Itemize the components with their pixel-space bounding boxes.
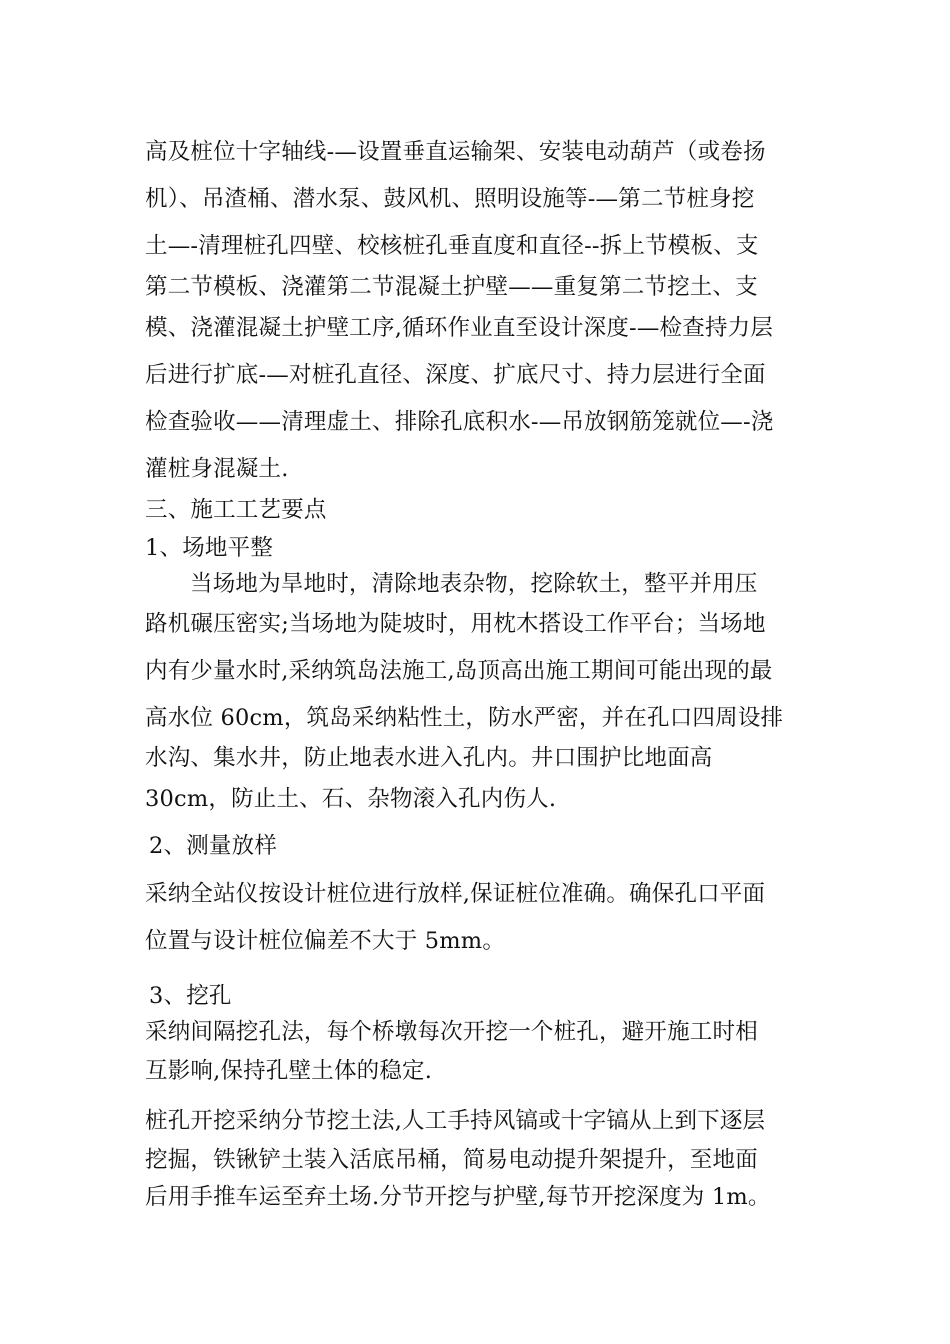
text-line: 桩孔开挖采纳分节挖土法,人工手持风镐或十字镐从上到下逐层 [145,1108,766,1134]
text-line: 当场地为旱地时，清除地表杂物，挖除软土，整平并用压 [190,571,758,597]
text-line: 采纳间隔挖孔法，每个桥墩每次开挖一个桩孔，避开施工时相 [145,1019,758,1045]
text-line: 采纳全站仪按设计桩位进行放样,保证桩位准确。确保孔口平面 [145,881,766,907]
text-line: 位置与设计桩位偏差不大于 5mm。 [145,928,506,954]
subsection-heading: 2、测量放样 [149,833,278,859]
text-line: 检查验收——清理虚土、排除孔底积水-—吊放钢筋笼就位—-浇 [145,409,774,435]
subsection-heading: 1、场地平整 [145,535,274,561]
section-heading: 三、施工工艺要点 [145,497,327,523]
text-line: 土—-清理桩孔四壁、校核桩孔垂直度和直径--拆上节模板、支 [145,233,759,259]
text-line: 高水位 60cm，筑岛采纳粘性土，防水严密，并在孔口四周设排 [145,705,784,731]
text-line: 后用手推车运至弃土场.分节开挖与护壁,每节开挖深度为 1m。 [145,1184,771,1210]
text-line: 机）、吊渣桶、潜水泵、鼓风机、照明设施等-—第二节桩身挖 [145,186,755,212]
text-line: 模、浇灌混凝土护壁工序,循环作业直至设计深度-—检查持力层 [145,315,774,341]
text-line: 水沟、集水井，防止地表水进入孔内。井口围护比地面高 [145,745,713,771]
subsection-heading: 3、挖孔 [149,983,232,1009]
text-line: 高及桩位十字轴线-—设置垂直运输架、安装电动葫芦（或卷扬 [145,139,766,165]
text-line: 后进行扩底-—对桩孔直径、深度、扩底尺寸、持力层进行全面 [145,362,766,388]
text-line: 灌桩身混凝土. [145,456,289,482]
text-line: 第二节模板、浇灌第二节混凝土护壁——重复第二节挖土、支 [145,274,758,300]
text-line: 30cm，防止土、石、杂物滚入孔内伤人. [145,786,557,812]
text-line: 路机碾压密实;当场地为陡坡时，用枕木搭设工作平台；当场地 [145,611,766,637]
text-line: 挖掘，铁锹铲土装入活底吊桶，简易电动提升架提升，至地面 [145,1147,758,1173]
text-line: 内有少量水时,采纳筑岛法施工,岛顶高出施工期间可能出现的最 [145,658,773,684]
text-line: 互影响,保持孔壁土体的稳定. [145,1058,433,1084]
